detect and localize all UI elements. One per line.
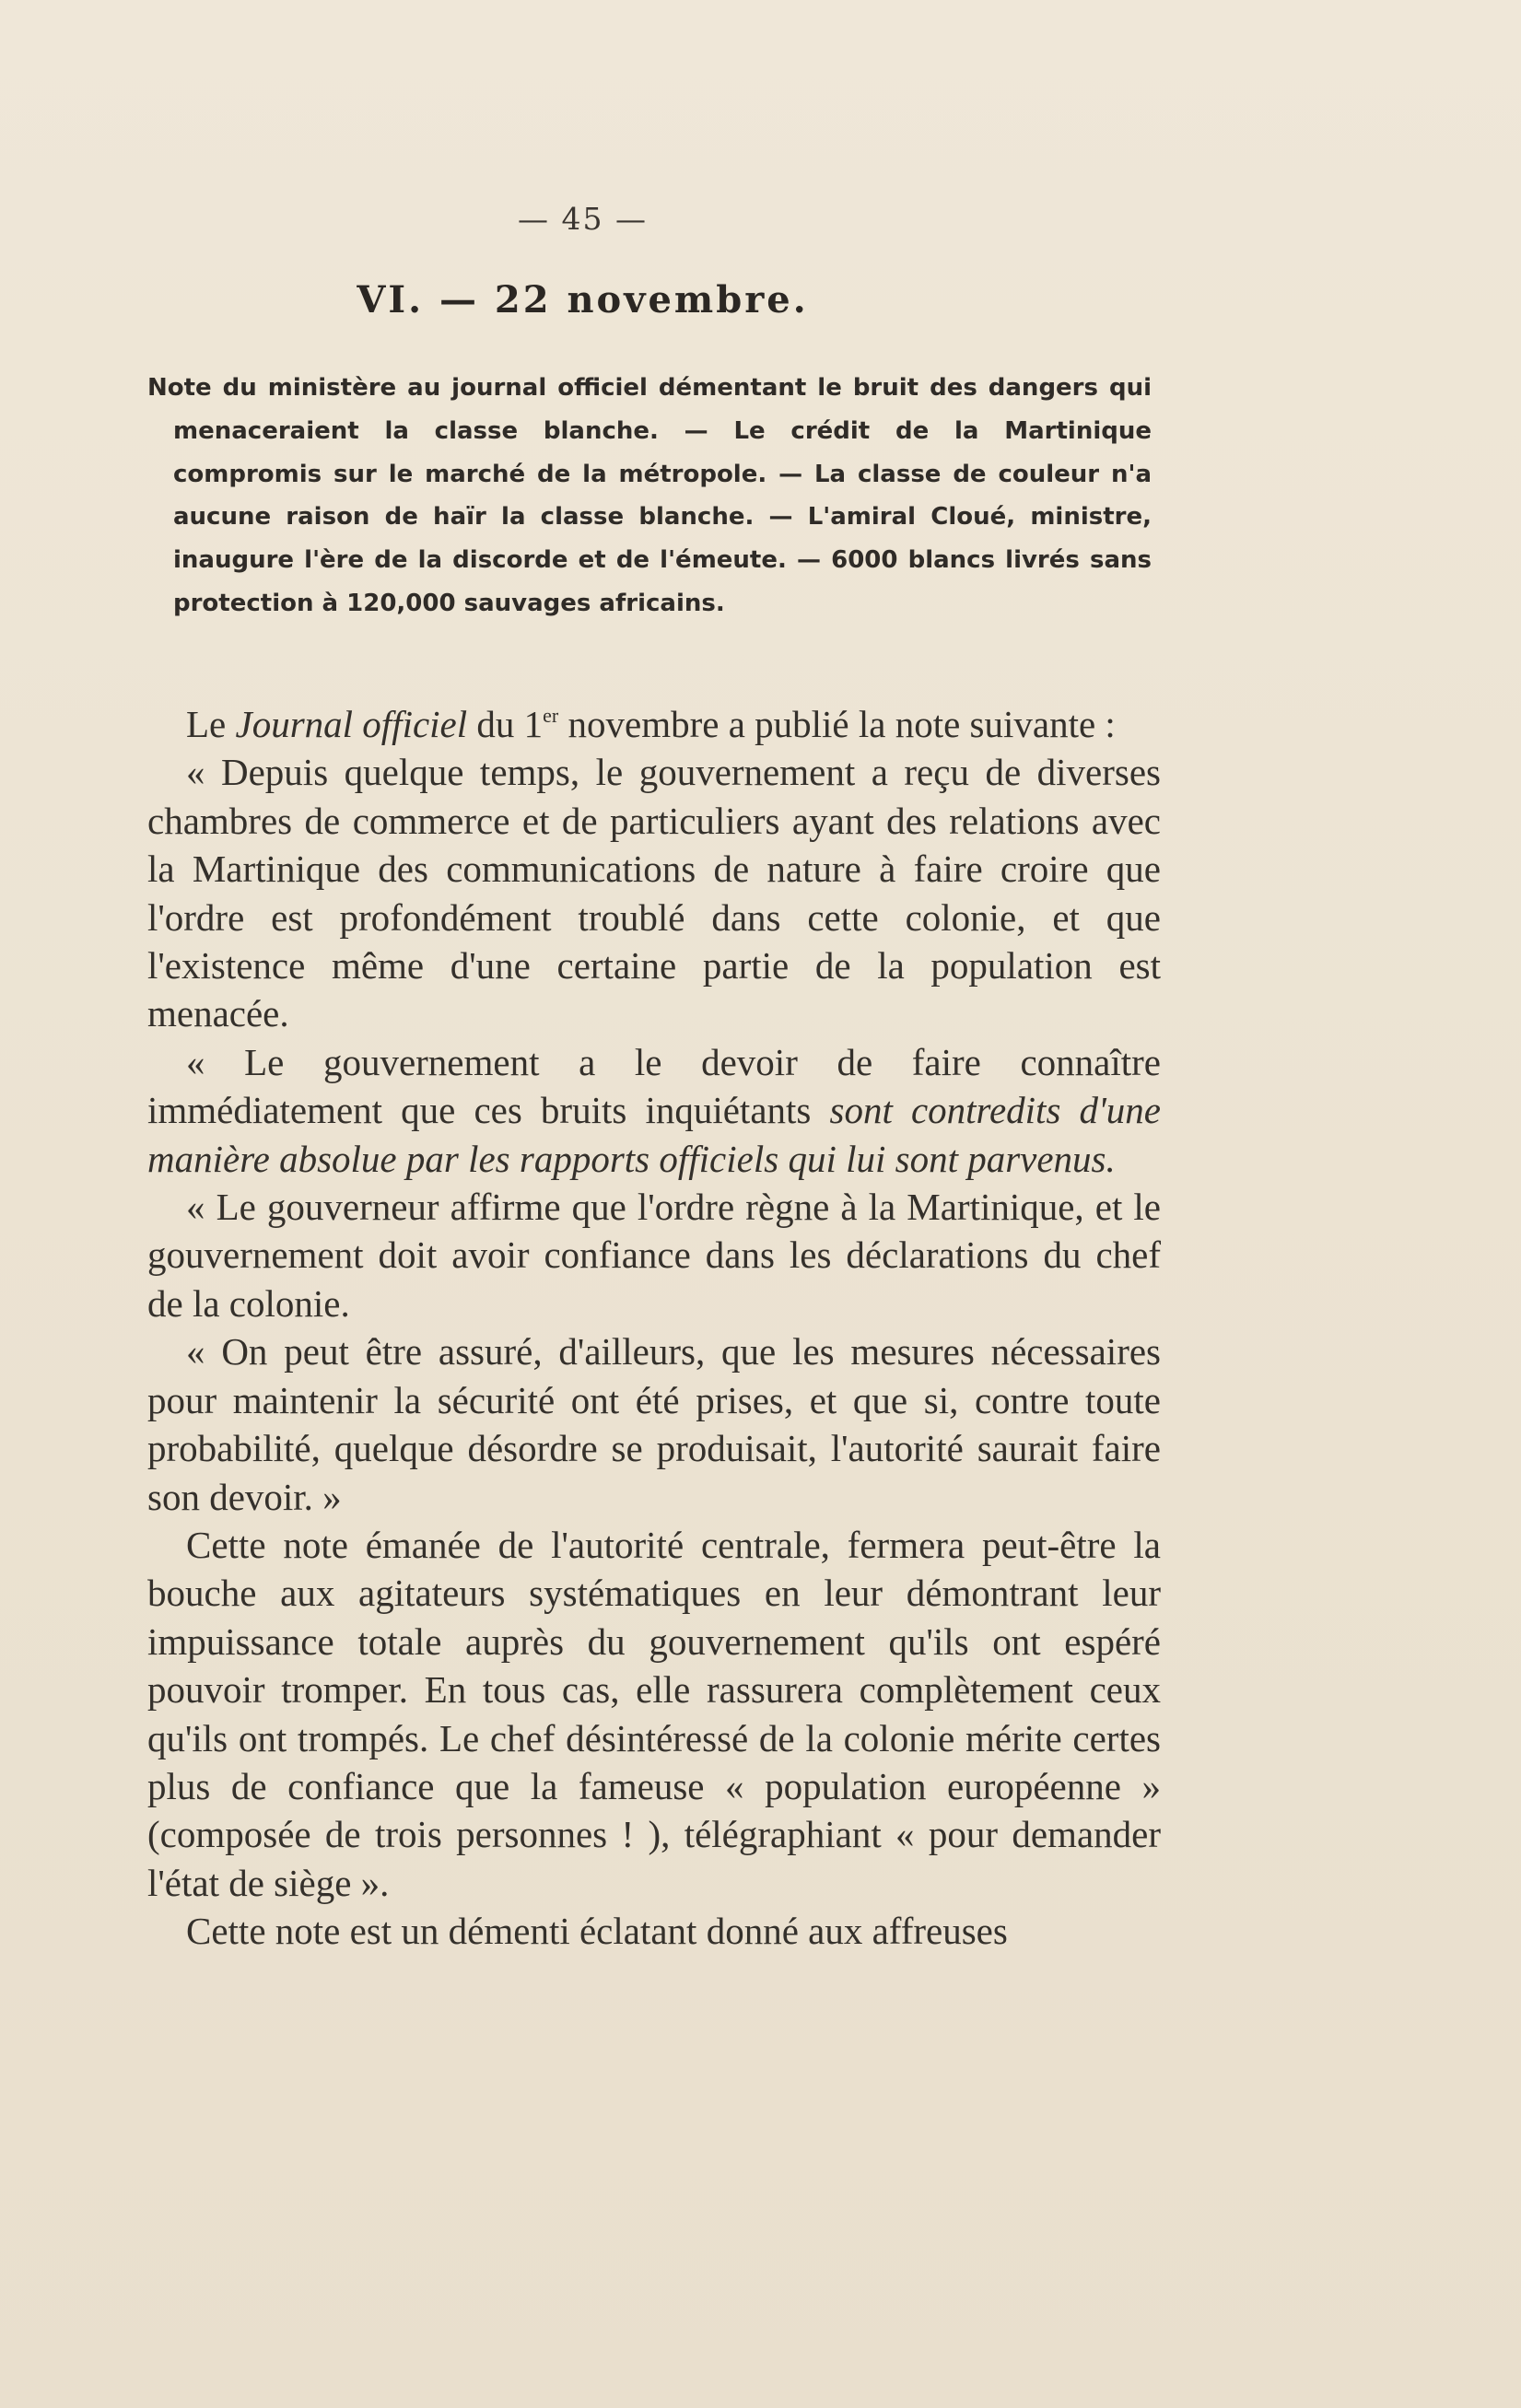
chapter-title: VI. — 22 novembre.: [357, 278, 809, 321]
quote-paragraph-1: « Depuis quelque temps, le gouvernement a reçu de diverses chambres de commerce et de particuliers ayant des relations avec la Martinique des communications de nature à faire croire que l'ordre est profondément troublé dans cette colonie, et que l'existence même d'une certaine partie de la population est menacée.: [147, 751, 1161, 1035]
chapter-summary: Note du ministère au journal officiel démentant le bruit des dangers qui menaceraient la classe blanche. — Le crédit de la Martinique compromis sur le marché de la métropole. — La classe de couleur n'a aucune raison de haïr la classe blanche. — L'amiral Cloué, ministre, inaugure l'ère de la discorde et de l'émeute. — 6000 blancs livrés sans protection à 120,000 sauvages africains.: [147, 374, 1152, 617]
italic-emphasis: sont contredits d'une manière absolue par les rapports officiels qui lui sont parvenus.: [147, 1089, 1161, 1180]
intro-paragraph: Le Journal officiel du 1er novembre a publié la note suivante :: [186, 703, 1116, 745]
body-paragraph-5: Cette note émanée de l'autorité centrale, fermera peut-être la bouche aux agitateurs systématiques en leur démontrant leur impuissance totale auprès du gouvernement qu'ils ont espéré pouvoir tromper. En tous cas, elle rassurera complètement ceux qu'ils ont trompés. Le chef désintéressé de la colonie mérite certes plus de confiance que la fameuse « population européenne » (composée de trois personnes ! ), télégraphiant « pour demander l'état de siège ».: [147, 1523, 1161, 1904]
quote-paragraph-2: « Le gouvernement a le devoir de faire connaître immédiatement que ces bruits inquiétants sont contredits d'une manière absolue par les rapports officiels qui lui sont parvenus.: [147, 1040, 1161, 1180]
quote-paragraph-3: « Le gouverneur affirme que l'ordre règne à la Martinique, et le gouvernement doit avoir confiance dans les déclarations du chef de la colonie.: [147, 1186, 1161, 1325]
quote-paragraph-4: « On peut être assuré, d'ailleurs, que les mesures nécessaires pour maintenir la sécurité ont été prises, et que si, contre toute probabilité, quelque désordre se produisait, l'autorité saurait faire son devoir. »: [147, 1330, 1161, 1518]
page-number: — 45 —: [518, 201, 648, 237]
journal-title: Journal officiel: [235, 703, 468, 745]
body-text: [147, 700, 1161, 1956]
body-paragraph-6: Cette note est un démenti éclatant donné aux affreuses: [186, 1910, 1008, 1953]
